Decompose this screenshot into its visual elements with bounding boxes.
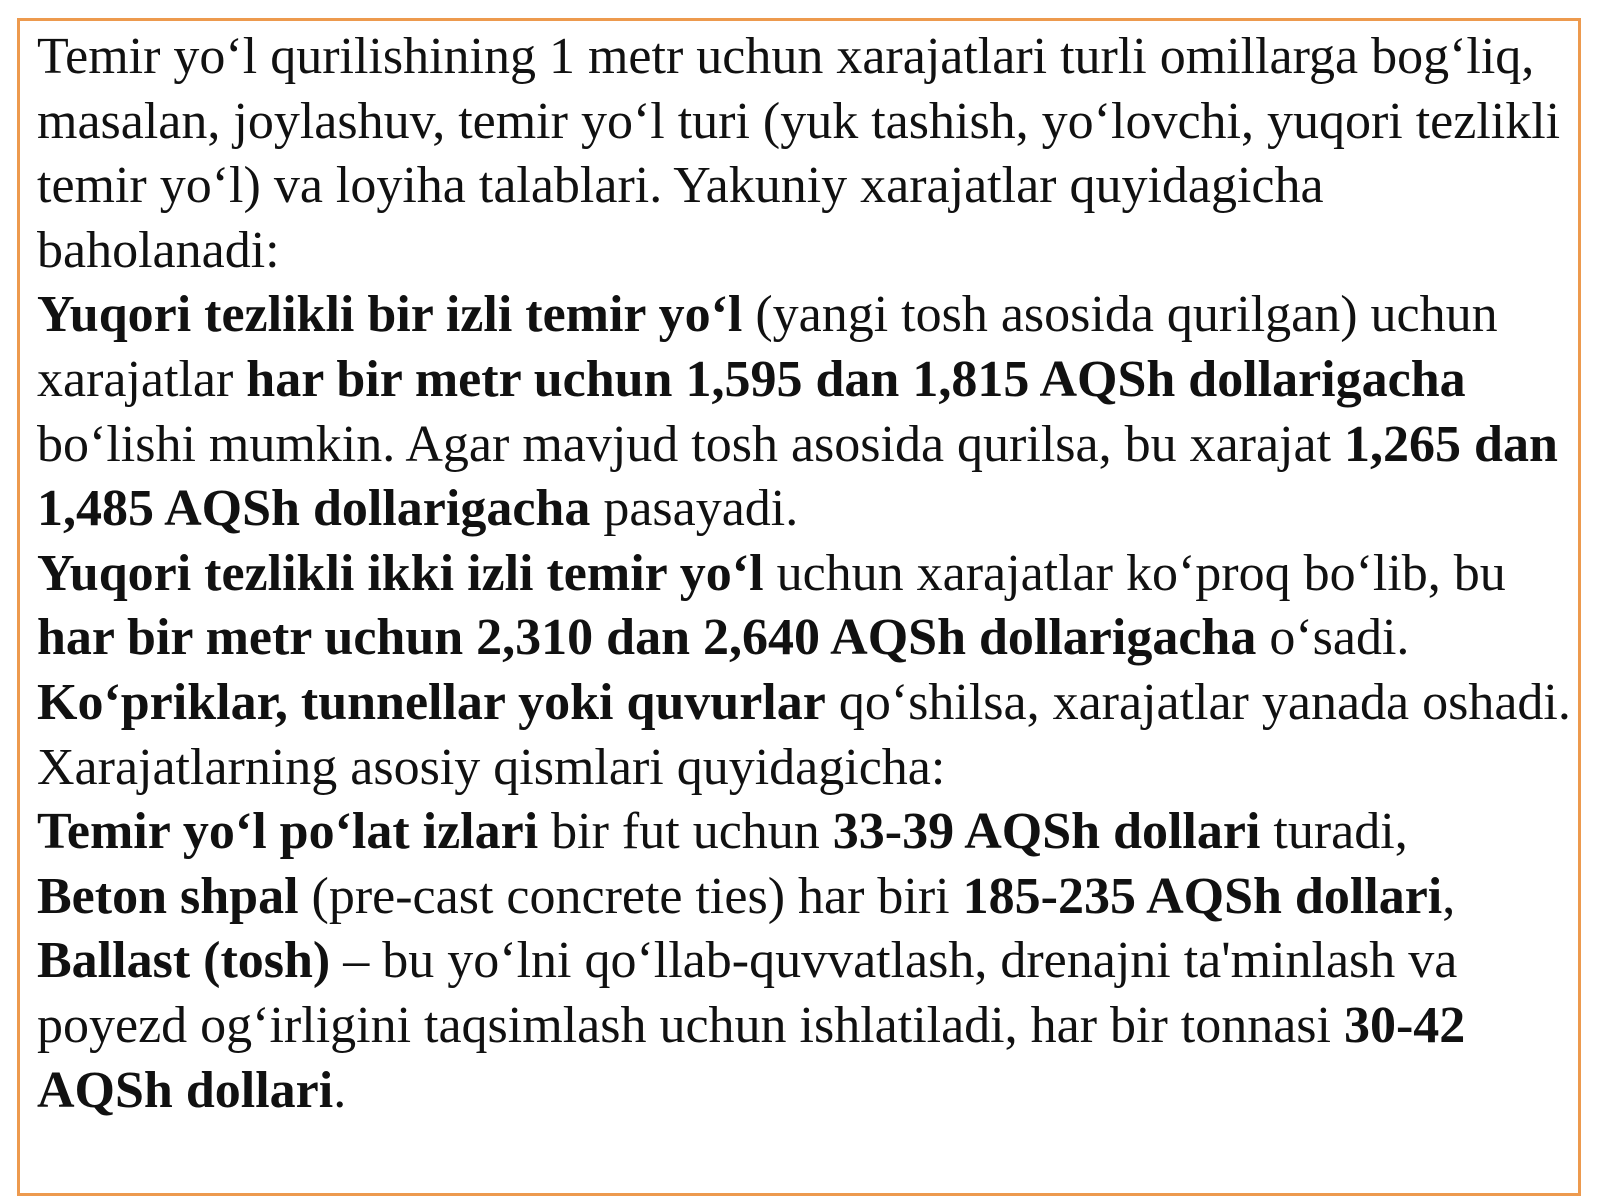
rails-cost: 33-39 AQSh dollari [832, 803, 1261, 861]
rails-heading: Temir yo‘l po‘lat izlari [37, 803, 539, 861]
double-track-text-2: o‘sadi. [1256, 609, 1410, 667]
double-track-paragraph [37, 542, 1577, 671]
rails-text-1: bir fut uchun [538, 803, 833, 861]
rails-text-2: turadi, [1260, 803, 1408, 861]
double-track-cost: har bir metr uchun 2,310 dan 2,640 AQSh dollarigacha [37, 609, 1257, 667]
text-box [17, 18, 1581, 1196]
single-track-existing-cost: 1,265 dan 1,485 AQSh dollarigacha [37, 415, 1558, 538]
ballast-text-2: . [333, 1061, 347, 1119]
rails-paragraph [37, 800, 1577, 865]
structures-text: qo‘shilsa, xarajatlar yanada oshadi. [825, 673, 1571, 731]
structures-heading: Ko‘priklar, tunnellar yoki quvurlar [37, 673, 826, 731]
ties-heading: Beton shpal [37, 867, 299, 925]
intro-paragraph: Temir yo‘l qurilishining 1 metr uchun xarajatlari turli omillarga bog‘liq, masalan, joylashuv, temir yo‘l turi (yuk tashish, yo‘lovchi, yuqori tezlikli temir yo‘l) va loyiha talablari. Yakuniy xarajatlar quyidagicha baholanadi: [37, 28, 1561, 279]
ties-cost: 185-235 AQSh dollari [962, 867, 1443, 925]
single-track-text-1: (yangi tosh asosida qurilgan) uchun xarajatlar [37, 286, 1498, 408]
ballast-paragraph [37, 929, 1577, 1123]
text-content [37, 25, 1577, 1123]
ties-text-2: , [1442, 867, 1456, 925]
single-track-text-2: bo‘lishi mumkin. Agar mavjud tosh asosida qurilsa, bu xarajat [37, 415, 1345, 473]
ties-paragraph [37, 865, 1577, 930]
single-track-text-3: pasayadi. [590, 480, 799, 538]
structures-paragraph [37, 671, 1577, 736]
single-track-heading: Yuqori tezlikli bir izli temir yo‘l [37, 286, 743, 344]
ties-text-1: (pre-cast concrete ties) har biri [298, 867, 963, 925]
single-track-paragraph [37, 283, 1577, 541]
ballast-text-1: – bu yo‘lni qo‘llab-quvvatlash, drenajni ta'minlash va poyezd og‘irligini taqsimlash uchun ishlatiladi, har bir tonnasi [37, 932, 1458, 1054]
single-track-new-cost: har bir metr uchun 1,595 dan 1,815 AQSh dollarigacha [246, 350, 1466, 408]
ballast-cost: 30-42 AQSh dollari [37, 996, 1466, 1119]
components-intro: Xarajatlarning asosiy qismlari quyidagicha: [37, 738, 946, 796]
ballast-heading: Ballast (tosh) [37, 932, 331, 990]
double-track-heading: Yuqori tezlikli ikki izli temir yo‘l [37, 544, 764, 602]
double-track-text-1: uchun xarajatlar ko‘proq bo‘lib, bu [763, 544, 1506, 602]
